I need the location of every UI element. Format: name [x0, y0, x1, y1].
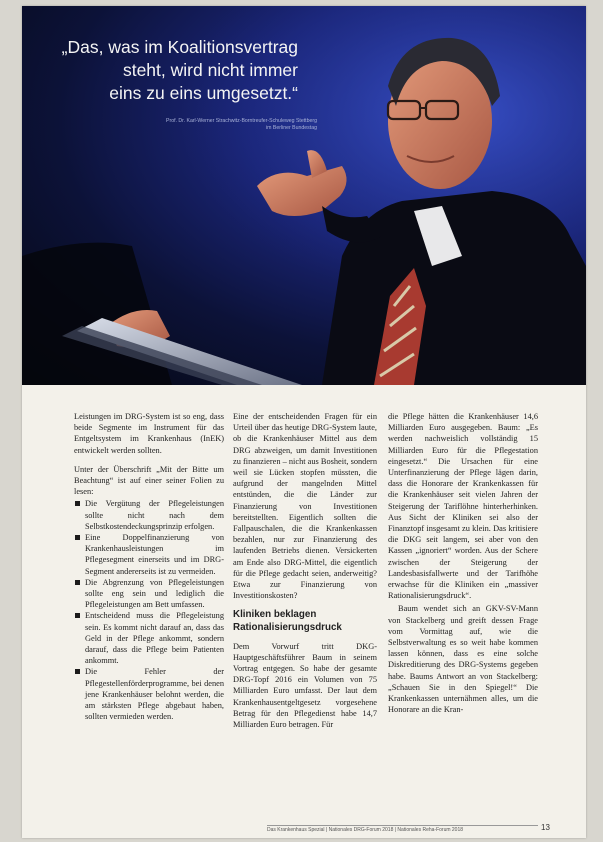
- paragraph: Baum wendet sich an GKV-SV-Mann von Stackelberg und greift dessen Frage vom Vormittag auf, wie die Selbstverwaltung es so weit habe kommen lassen können, dass es eine solche Diskreditierung des DRG-Systems gegeben habe. Baums Antwort an von Stackelberg: „Schauen Sie in den Spiegel!“ Die Krankenkassen unternähmen alles, um die Honorare an die Kran-: [388, 604, 538, 715]
- bullet-item: Eine Doppelfinanzierung von Krankenhausleistungen im Pflegesegment einerseits und im DRG-Segment andererseits ist zu vermeiden.: [74, 532, 224, 577]
- pull-quote-line: steht, wird nicht immer: [122, 60, 298, 80]
- pull-quote: [38, 36, 298, 105]
- text-column-1: [74, 411, 224, 722]
- paragraph: Eine der entscheidenden Fragen für ein Urteil über das heutige DRG-System laute, ob die Krankenhäuser Mittel aus dem DRG abzweigen, um damit Investitionen zu finanzieren – nicht aus Bosheit, sondern weil sie Lücken stopfen müssten, die aufgrund der mangelnden Mittel entstünden, die die Länder zur Finanzierung von Investitionen bereitstellten. Eigentlich sollten die Fallpauschalen, die die Krankenkassen bezahlen, nur zur Finanzierung des laufenden Betriebs dienen. Versickerten am Ende also DRG-Mittel, die eigentlich für die Pflege gedacht seien, anderweitig? Etwa zur Finanzierung von Investitionskosten?: [233, 412, 377, 601]
- paragraph: Dem Vorwurf tritt DKG-Hauptgeschäftsführer Baum in seinem Vortrag entgegen. So habe der gesamte DRG-Topf 2016 ein Volumen von 75 Milliarden Euro umfasst. Der laut dem Krankenhausentgeltgesetz vorgesehene Betrag für den Pflegedienst habe 14,7 Milliarden Euro betragen. Für: [233, 641, 377, 730]
- magazine-page: [22, 6, 586, 838]
- bullet-item: Die Abgrenzung von Pflegeleistungen sollte eng sein und lediglich die Pflegeleistungen am Bett umfassen.: [74, 577, 224, 611]
- photo-caption-line: Prof. Dr. Karl-Werner Strachwitz-Borntreufer-Schuleweg Stettberg: [166, 118, 317, 124]
- speaker-photo: [22, 6, 586, 385]
- pull-quote-line: eins zu eins umgesetzt.“: [109, 83, 298, 103]
- text-column-2: [233, 411, 377, 738]
- page-number: 13: [541, 823, 550, 832]
- paragraph: die Pflege hätten die Krankenhäuser 14,6 Milliarden Euro ausgegeben. Baum: „Es werden nachweislich vollständig 15 Milliarden Euro für die Pflegestation eingesetzt.“ Die Ursachen für eine Unterfinanzierung der Pflege lägen darin, dass die Honorare der Krankenkassen für die Krankenhäuser seit vielen Jahren der Steigerung der Tariflöhne hinterherhinken. Aus Sicht der Kliniken sei also der Finanztopf insgesamt zu klein. Das kritisiere die DKG seit langem, sei aber von den Kassen „ignoriert“ worden. Aus der Schere zwischen der Steigerung der Landesbasisfallwerte und der Tarifhöhe erwachse für die Kliniken ein „massiver Rationalisierungsdruck“.: [388, 412, 538, 601]
- pull-quote-line: „Das, was im Koalitionsvertrag: [61, 37, 298, 57]
- bullet-item: Die Fehler der Pflegestellenförderprogramme, bei denen jene Krankenhäuser belohnt werden, die am stärksten Pflege abgebaut haben, sollten vermieden werden.: [74, 666, 224, 722]
- bullet-list: [74, 498, 224, 722]
- photo-caption-line: im Berliner Bundestag: [265, 125, 317, 131]
- bullet-item: Die Vergütung der Pflegeleistungen sollte nicht nach dem Selbstkostendeckungsprinzip erfolgen.: [74, 498, 224, 532]
- running-footer: Das Krankenhaus Spezial | Nationales DRG-Forum 2018 | Nationales Reha-Forum 2018: [267, 827, 464, 833]
- text-column-3: [388, 411, 538, 723]
- paragraph: Unter der Überschrift „Mit der Bitte um Beachtung“ ist auf einer seiner Folien zu lesen:: [74, 464, 224, 497]
- footer-rule: [267, 825, 538, 826]
- section-heading: Kliniken beklagen Rationalisierungsdruck: [233, 609, 342, 634]
- photo-caption: [117, 118, 317, 132]
- bullet-item: Entscheidend muss die Pflegeleistung sein. Es kommt nicht darauf an, dass das Geld in der Pflege ankommt, sondern darauf, dass die Pflege beim Patienten ankommt.: [74, 610, 224, 666]
- paragraph: Leistungen im DRG-System ist so eng, dass beide Segmente im Instrument für das Entgeltsystem im Krankenhaus (InEK) entwickelt werden sollten.: [74, 412, 224, 455]
